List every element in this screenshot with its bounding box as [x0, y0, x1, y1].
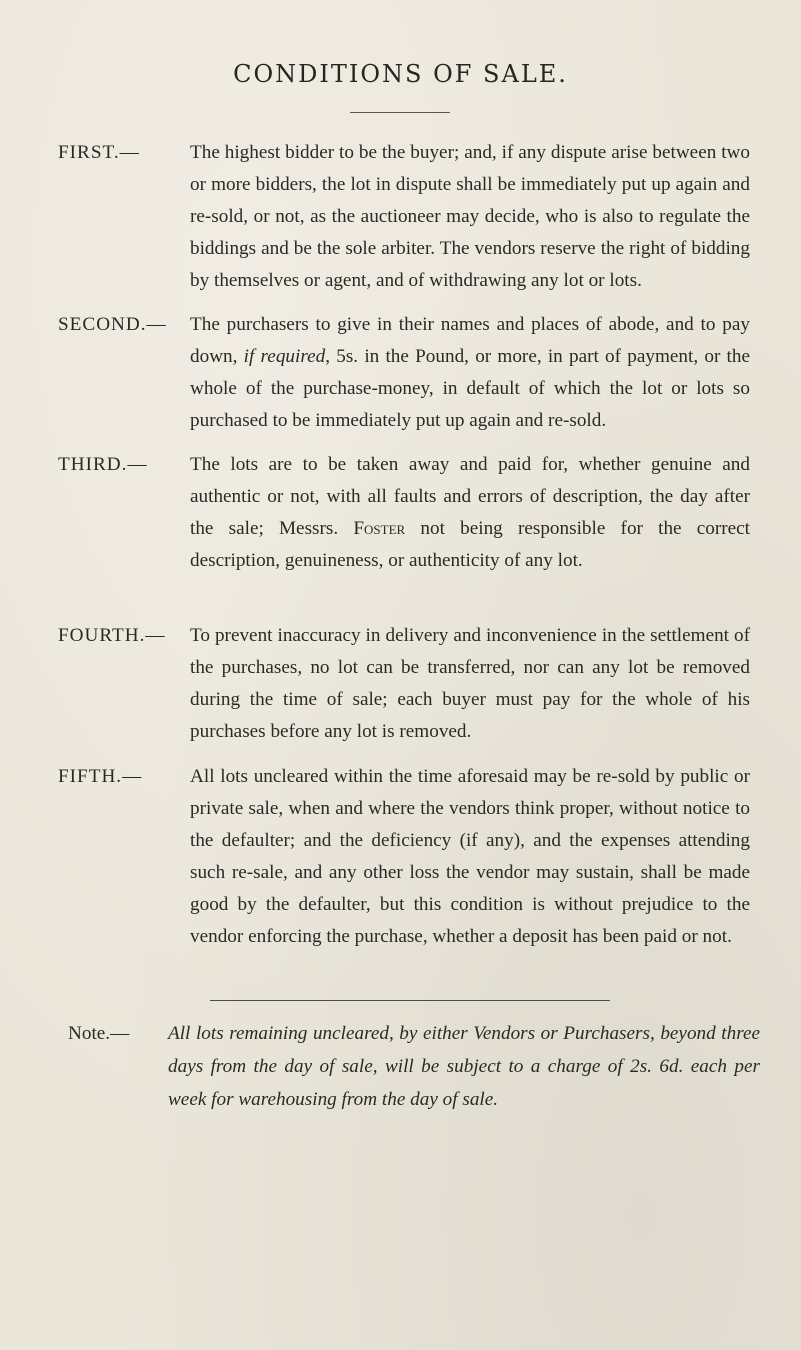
condition-text: The highest bidder to be the buyer; and, if any dispute arise between two or more bidders, the lot in dispute shall be immediately put up again and re-sold, or not, as the auctioneer may decide, who is also to regulate the biddings and be the sole arbiter. The vendors reserve the right of bidding by themselves or agent, and of withdrawing any lot or lots. [190, 142, 750, 291]
note-divider [210, 1000, 610, 1001]
condition-text: The lots are to be taken away and paid for, whether genuine and authentic or not, with all faults and errors of description, the day after the sale; Messrs. [190, 454, 750, 539]
condition-text: The purchasers to give in their names and places of abode, and to pay down, [190, 314, 750, 367]
condition-lead: FOURTH.— [58, 625, 166, 646]
condition-text-cont: not being responsible for the correct description, genuineness, or authenticity of any lot. [190, 518, 751, 571]
condition-lead: FIRST.— [58, 142, 140, 163]
firm-name: Foster [353, 518, 406, 539]
condition-emphasis: if required [243, 346, 326, 367]
condition-second [58, 309, 750, 437]
condition-fifth [58, 761, 750, 953]
condition-lead: FIFTH.— [58, 766, 143, 787]
title-divider [350, 112, 450, 113]
condition-fourth [58, 620, 750, 748]
condition-third [58, 449, 751, 577]
condition-text: All lots uncleared within the time aforesaid may be re-sold by public or private sale, when and where the vendors think proper, without notice to the defaulter; and the deficiency (if any), and the expenses attending such re-sale, and any other loss the vendor may sustain, shall be made good by the defaulter, but this condition is without prejudice to the vendor enforcing the purchase, whether a deposit has been paid or not. [190, 766, 750, 947]
condition-text: To prevent inaccuracy in delivery and inconvenience in the settlement of the purchases, no lot can be transferred, nor can any lot be removed during the time of sale; each buyer must pay for the whole of his purchases before any lot is removed. [190, 625, 750, 742]
condition-lead: SECOND.— [58, 314, 167, 335]
page-title: CONDITIONS OF SALE. [233, 60, 568, 88]
condition-first [58, 137, 750, 297]
condition-text-cont: , 5s. in the Pound, or more, in part of payment, or the whole of the purchase-money, in default of which the lot or lots so purchased to be immediately put up again and re-sold. [190, 346, 750, 431]
note-paragraph [68, 1017, 760, 1116]
note-text: All lots remaining uncleared, by either Vendors or Purchasers, beyond three days from the day of sale, will be subject to a charge of 2s. 6d. each per week for warehousing from the day of sale. [168, 1023, 760, 1110]
condition-lead: THIRD.— [58, 454, 148, 475]
note-lead: Note.— [68, 1023, 130, 1044]
